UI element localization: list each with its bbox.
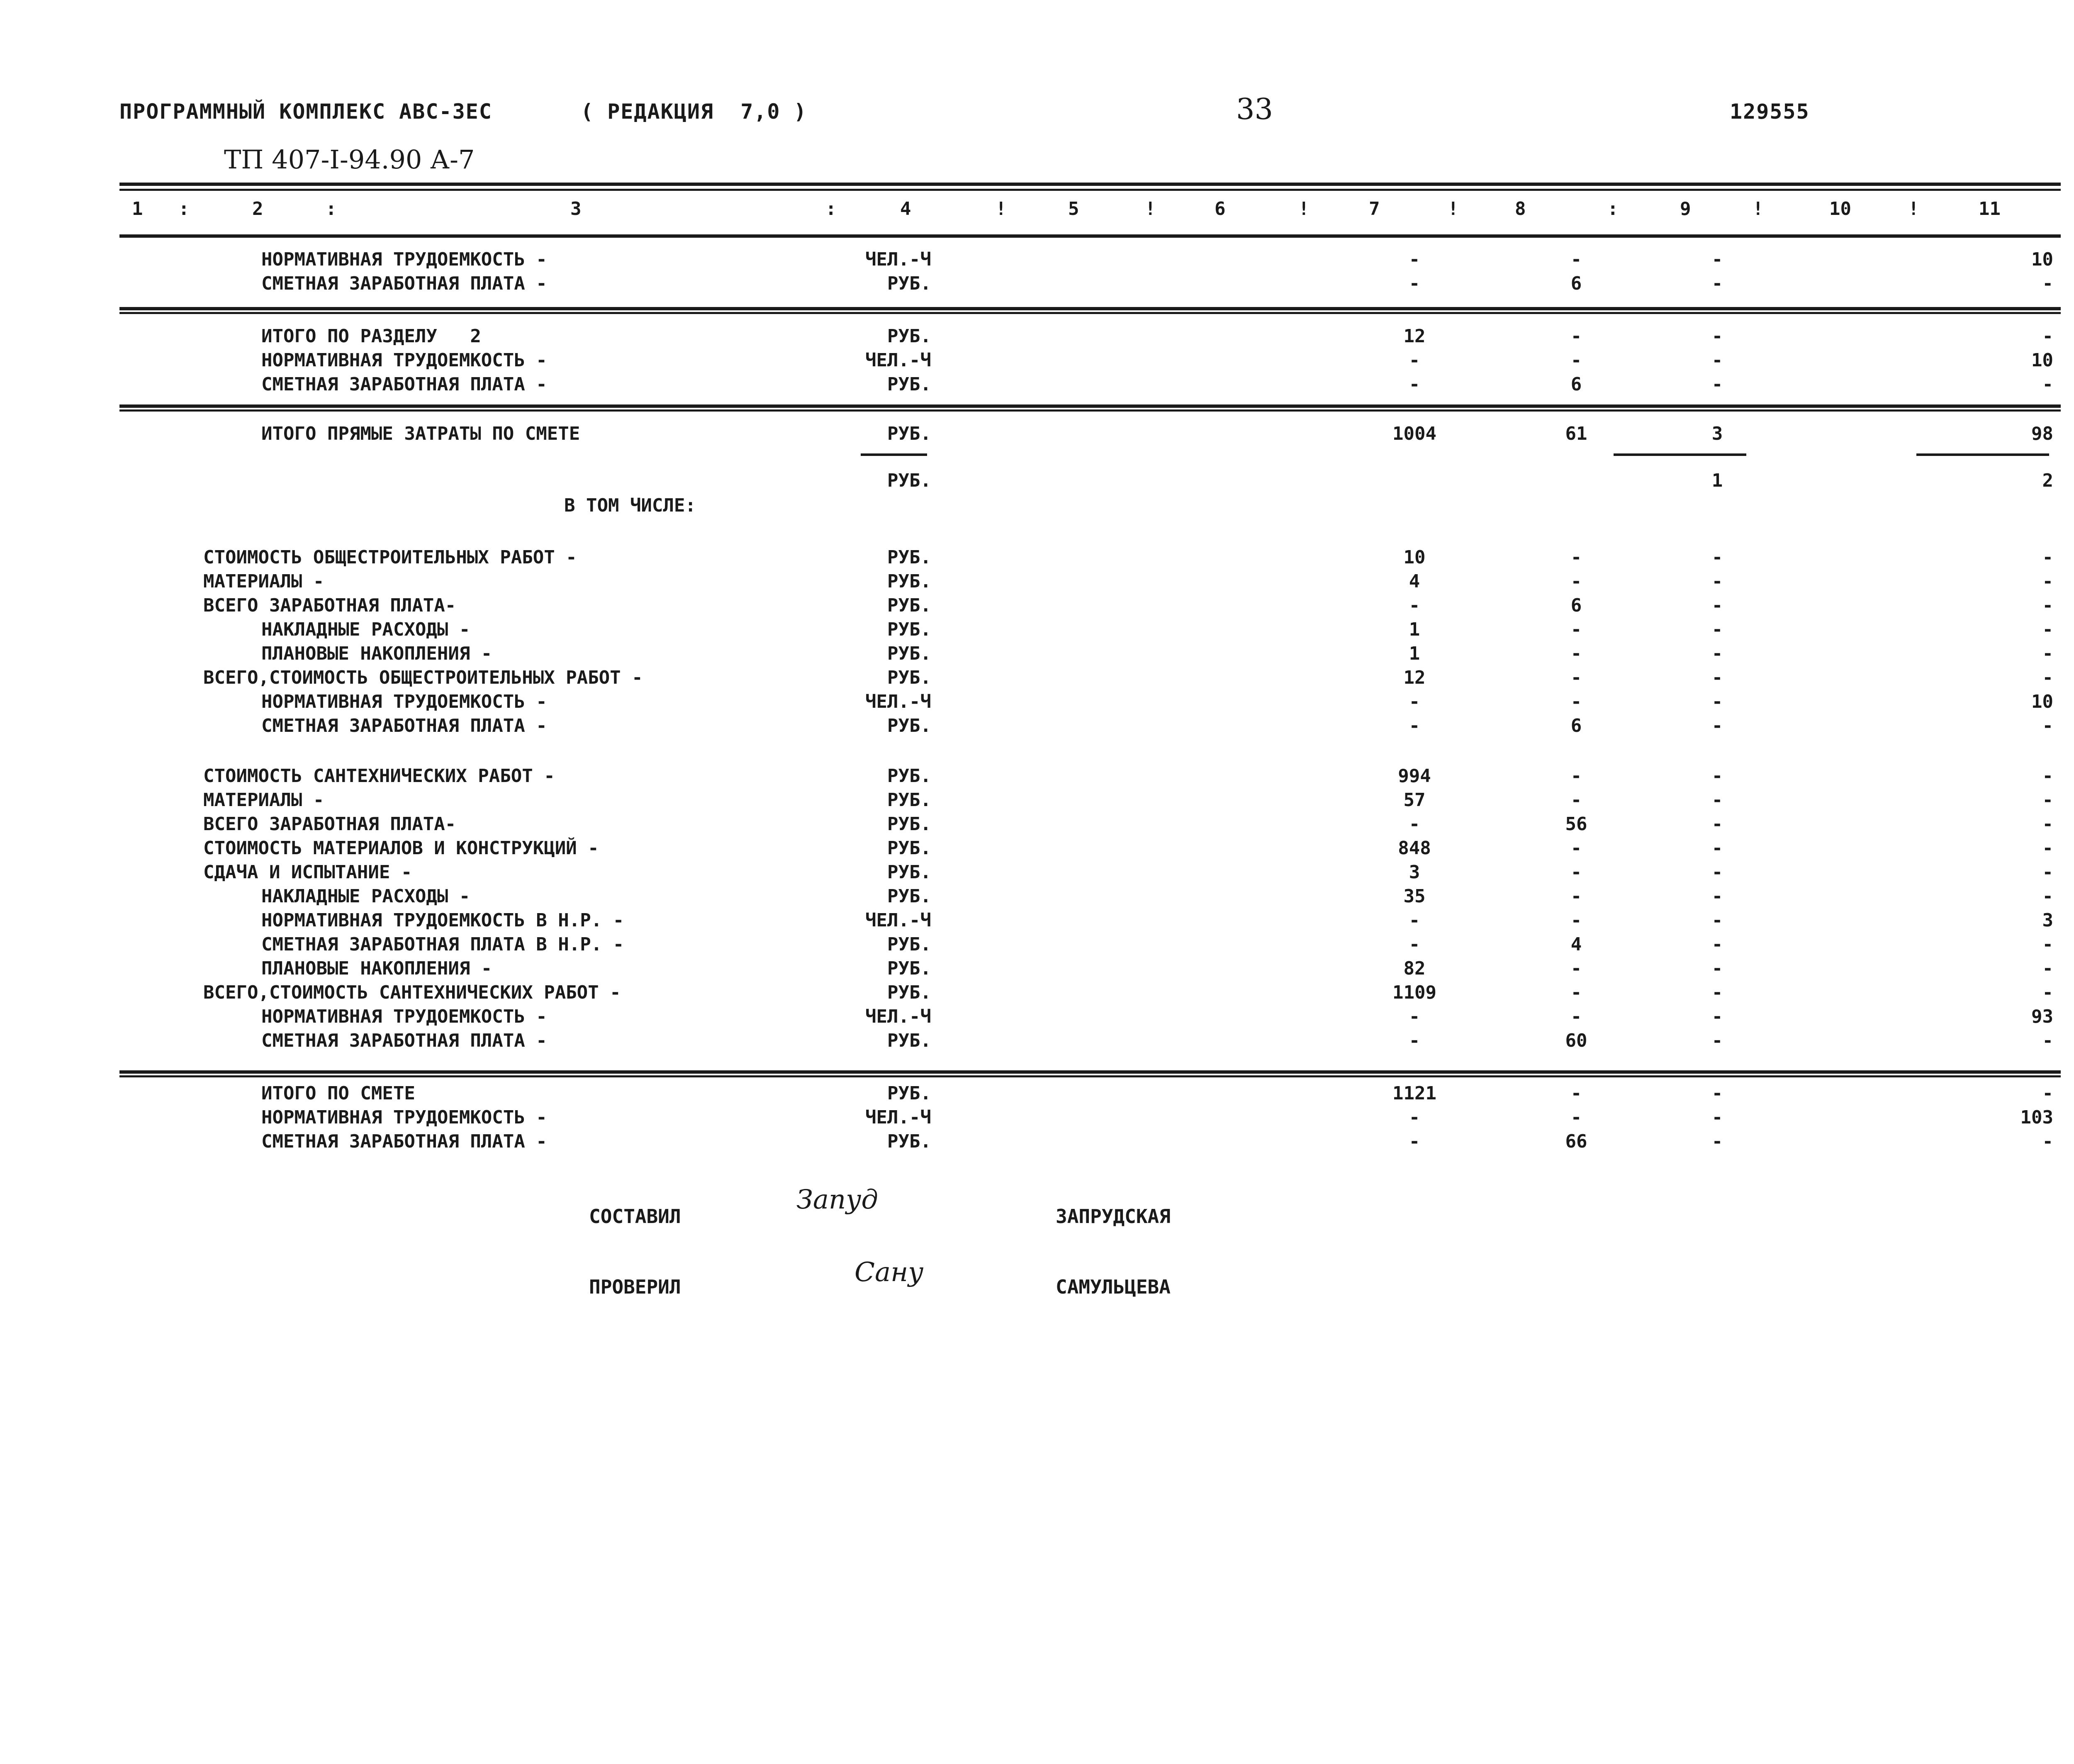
table-row: [0, 958, 2074, 983]
row-col-7: 35: [1403, 886, 1426, 907]
row-col-11: -: [2042, 547, 2053, 568]
row-col-11: -: [2042, 765, 2053, 787]
row-col-7: 12: [1403, 326, 1426, 347]
row-label: НОРМАТИВНАЯ ТРУДОЕМКОСТЬ -: [261, 350, 547, 371]
edition-label: ( РЕДАКЦИЯ 7,0 ): [581, 100, 807, 124]
row-col-8: -: [1570, 1107, 1582, 1128]
row-col-9: -: [1711, 934, 1723, 955]
table-row: [0, 619, 2074, 644]
row-unit: РУБ.: [887, 619, 931, 640]
table-row: [0, 982, 2074, 1007]
row-col-8: -: [1570, 1006, 1582, 1027]
row-unit: РУБ.: [887, 958, 931, 979]
row-label: НОРМАТИВНАЯ ТРУДОЕМКОСТЬ -: [261, 691, 547, 712]
row-unit: ЧЕЛ.-Ч: [865, 691, 931, 712]
row-col-11: 10: [2031, 691, 2053, 712]
row-col-11: 103: [2020, 1107, 2053, 1128]
row-col-7: -: [1409, 374, 1420, 395]
table-row: [0, 765, 2074, 790]
checked-signature: Сану: [854, 1257, 924, 1288]
row-col-9: 1: [1711, 470, 1723, 491]
unit-underline: [861, 453, 927, 456]
row-unit: ЧЕЛ.-Ч: [865, 1107, 931, 1128]
row-unit: РУБ.: [887, 470, 931, 491]
row-label: СМЕТНАЯ ЗАРАБОТНАЯ ПЛАТА -: [261, 1030, 547, 1051]
row-col-7: -: [1409, 595, 1420, 616]
row-col-11: -: [2042, 273, 2053, 294]
column-separator: !: [996, 198, 1007, 219]
row-label: СМЕТНАЯ ЗАРАБОТНАЯ ПЛАТА -: [261, 374, 547, 395]
row-col-7: 1: [1409, 619, 1420, 640]
row-col-8: -: [1570, 350, 1582, 371]
row-col-11: -: [2042, 667, 2053, 688]
row-col-8: -: [1570, 886, 1582, 907]
row-col-7: 1004: [1392, 423, 1436, 444]
row-col-8: -: [1570, 910, 1582, 931]
row-col-9: -: [1711, 838, 1723, 859]
column-number-1: 1: [132, 198, 143, 219]
project-code: ТП 407-I-94.90 А-7: [224, 144, 475, 175]
row-label: МАТЕРИАЛЫ -: [203, 571, 324, 592]
column-number-3: 3: [570, 198, 582, 219]
row-label: СТОИМОСТЬ ОБЩЕСТРОИТЕЛЬНЫХ РАБОТ -: [203, 547, 577, 568]
table-row: [0, 374, 2074, 399]
table-row: [0, 547, 2074, 572]
row-col-7: -: [1409, 910, 1420, 931]
column-separator: !: [1448, 198, 1459, 219]
row-unit: ЧЕЛ.-Ч: [865, 1006, 931, 1027]
column-number-4: 4: [900, 198, 911, 219]
row-col-7: -: [1409, 1131, 1420, 1152]
row-col-9: -: [1711, 814, 1723, 835]
row-col-7: 994: [1398, 765, 1431, 787]
row-unit: РУБ.: [887, 789, 931, 811]
row-col-7: -: [1409, 249, 1420, 270]
table-row: [0, 838, 2074, 863]
row-col-9: -: [1711, 619, 1723, 640]
row-label: СМЕТНАЯ ЗАРАБОТНАЯ ПЛАТА В Н.Р. -: [261, 934, 624, 955]
document-number: 129555: [1730, 100, 1810, 124]
row-unit: РУБ.: [887, 643, 931, 664]
row-col-7: -: [1409, 814, 1420, 835]
row-unit: РУБ.: [887, 982, 931, 1003]
row-col-8: 60: [1565, 1030, 1587, 1051]
row-unit: ЧЕЛ.-Ч: [865, 910, 931, 931]
row-col-7: -: [1409, 691, 1420, 712]
table-row: [0, 667, 2074, 692]
row-col-11: -: [2042, 571, 2053, 592]
row-col-11: -: [2042, 715, 2053, 736]
row-col-11: 3: [2042, 910, 2053, 931]
row-col-11: -: [2042, 862, 2053, 883]
row-col-9: -: [1711, 326, 1723, 347]
row-label: СМЕТНАЯ ЗАРАБОТНАЯ ПЛАТА -: [261, 1131, 547, 1152]
row-label: В ТОМ ЧИСЛЕ:: [564, 495, 696, 516]
row-col-11: -: [2042, 619, 2053, 640]
row-unit: РУБ.: [887, 326, 931, 347]
column-number-5: 5: [1068, 198, 1079, 219]
row-col-11: -: [2042, 934, 2053, 955]
table-row: [0, 1006, 2074, 1031]
column-number-2: 2: [252, 198, 263, 219]
row-col-8: 56: [1565, 814, 1587, 835]
row-col-8: -: [1570, 789, 1582, 811]
row-col-7: -: [1409, 1107, 1420, 1128]
row-col-7: 12: [1403, 667, 1426, 688]
checked-label: ПРОВЕРИЛ: [589, 1276, 681, 1298]
row-col-8: -: [1570, 643, 1582, 664]
row-col-8: -: [1570, 862, 1582, 883]
row-label: НАКЛАДНЫЕ РАСХОДЫ -: [261, 886, 470, 907]
table-row: [0, 350, 2074, 375]
row-col-7: -: [1409, 1030, 1420, 1051]
row-col-9: -: [1711, 350, 1723, 371]
column-separator: !: [1298, 198, 1310, 219]
column-separator: !: [1908, 198, 1919, 219]
row-label: СТОИМОСТЬ САНТЕХНИЧЕСКИХ РАБОТ -: [203, 765, 555, 787]
row-col-8: 61: [1565, 423, 1587, 444]
program-title: ПРОГРАММНЫЙ КОМПЛЕКС АВС-3ЕС: [119, 100, 492, 124]
row-unit: ЧЕЛ.-Ч: [865, 350, 931, 371]
row-col-9: -: [1711, 886, 1723, 907]
column-number-10: 10: [1829, 198, 1851, 219]
row-unit: РУБ.: [887, 423, 931, 444]
row-col-9: -: [1711, 982, 1723, 1003]
table-row: [0, 886, 2074, 911]
row-col-11: -: [2042, 326, 2053, 347]
table-row: [0, 423, 2074, 448]
row-col-7: -: [1409, 1006, 1420, 1027]
row-col-9: -: [1711, 765, 1723, 787]
row-col-11: -: [2042, 1131, 2053, 1152]
row-col-11: -: [2042, 643, 2053, 664]
row-unit: РУБ.: [887, 715, 931, 736]
row-col-7: 4: [1409, 571, 1420, 592]
row-col-11: -: [2042, 838, 2053, 859]
row-col-9: -: [1711, 1030, 1723, 1051]
row-col-9: -: [1711, 691, 1723, 712]
row-col-9: -: [1711, 715, 1723, 736]
row-label: ВСЕГО ЗАРАБОТНАЯ ПЛАТА-: [203, 814, 456, 835]
table-row: [0, 1107, 2074, 1132]
table-row: [0, 934, 2074, 959]
row-col-8: -: [1570, 1083, 1582, 1104]
row-col-9: -: [1711, 1131, 1723, 1152]
row-col-11: -: [2042, 1030, 2053, 1051]
row-unit: РУБ.: [887, 547, 931, 568]
column-separator: :: [1607, 198, 1619, 219]
row-col-9: -: [1711, 910, 1723, 931]
row-col-7: -: [1409, 715, 1420, 736]
row-col-7: 3: [1409, 862, 1420, 883]
row-unit: РУБ.: [887, 667, 931, 688]
section-rule: [119, 307, 2061, 310]
row-col-8: -: [1570, 326, 1582, 347]
row-col-8: 6: [1570, 374, 1582, 395]
row-label: СТОИМОСТЬ МАТЕРИАЛОВ И КОНСТРУКЦИЙ -: [203, 838, 599, 859]
row-label: СМЕТНАЯ ЗАРАБОТНАЯ ПЛАТА -: [261, 273, 547, 294]
row-unit: РУБ.: [887, 765, 931, 787]
row-col-8: 6: [1570, 595, 1582, 616]
row-unit: РУБ.: [887, 886, 931, 907]
row-label: ПЛАНОВЫЕ НАКОПЛЕНИЯ -: [261, 958, 492, 979]
row-col-9: -: [1711, 1083, 1723, 1104]
row-label: НОРМАТИВНАЯ ТРУДОЕМКОСТЬ -: [261, 1006, 547, 1027]
row-unit: ЧЕЛ.-Ч: [865, 249, 931, 270]
row-col-9: -: [1711, 958, 1723, 979]
row-label: МАТЕРИАЛЫ -: [203, 789, 324, 811]
row-col-8: 66: [1565, 1131, 1587, 1152]
row-col-11: -: [2042, 1083, 2053, 1104]
row-col-7: -: [1409, 934, 1420, 955]
row-col-11: -: [2042, 374, 2053, 395]
row-label: ИТОГО ПРЯМЫЕ ЗАТРАТЫ ПО СМЕТЕ: [261, 423, 580, 444]
composed-signature: Запуд: [796, 1184, 878, 1215]
row-label: ВСЕГО,СТОИМОСТЬ САНТЕХНИЧЕСКИХ РАБОТ -: [203, 982, 621, 1003]
row-col-11: -: [2042, 595, 2053, 616]
row-col-11: 2: [2042, 470, 2053, 491]
row-col-7: 1121: [1392, 1083, 1436, 1104]
table-row: [0, 595, 2074, 620]
section-rule: [119, 1070, 2061, 1074]
column-separator: :: [326, 198, 337, 219]
column-separator: :: [825, 198, 837, 219]
row-col-8: -: [1570, 958, 1582, 979]
row-unit: РУБ.: [887, 814, 931, 835]
column-number-9: 9: [1680, 198, 1691, 219]
table-row: [0, 715, 2074, 740]
row-col-7: -: [1409, 350, 1420, 371]
row-unit: РУБ.: [887, 595, 931, 616]
column-separator: :: [178, 198, 190, 219]
table-row: [0, 1030, 2074, 1055]
row-col-9: -: [1711, 789, 1723, 811]
row-col-8: 6: [1570, 273, 1582, 294]
row-col-9: -: [1711, 1006, 1723, 1027]
row-col-11: -: [2042, 886, 2053, 907]
row-col-8: 6: [1570, 715, 1582, 736]
row-col-7: -: [1409, 273, 1420, 294]
row-label: НОРМАТИВНАЯ ТРУДОЕМКОСТЬ -: [261, 1107, 547, 1128]
row-col-11: -: [2042, 982, 2053, 1003]
row-col-8: -: [1570, 691, 1582, 712]
row-label: ИТОГО ПО СМЕТЕ: [261, 1083, 415, 1104]
row-col-8: -: [1570, 838, 1582, 859]
column-header-rule: [119, 234, 2061, 238]
row-col-9: -: [1711, 547, 1723, 568]
section-rule: [119, 312, 2061, 314]
row-col-11: -: [2042, 814, 2053, 835]
column-11-underline: [1916, 453, 2049, 456]
row-col-9: -: [1711, 273, 1723, 294]
section-rule: [119, 1075, 2061, 1077]
table-row: [0, 571, 2074, 596]
row-label: ВСЕГО ЗАРАБОТНАЯ ПЛАТА-: [203, 595, 456, 616]
row-col-8: -: [1570, 571, 1582, 592]
header-rule-top: [119, 183, 2061, 186]
column-number-8: 8: [1515, 198, 1526, 219]
table-row: [0, 862, 2074, 887]
column-number-7: 7: [1369, 198, 1380, 219]
row-col-9: 3: [1711, 423, 1723, 444]
page-number: 33: [1236, 92, 1273, 126]
row-unit: РУБ.: [887, 571, 931, 592]
row-label: НАКЛАДНЫЕ РАСХОДЫ -: [261, 619, 470, 640]
row-unit: РУБ.: [887, 838, 931, 859]
table-row: [0, 326, 2074, 351]
checked-name: САМУЛЬЦЕВА: [1056, 1276, 1171, 1298]
composed-name: ЗАПРУДСКАЯ: [1056, 1205, 1171, 1228]
table-row: [0, 814, 2074, 838]
row-unit: РУБ.: [887, 1030, 931, 1051]
row-col-7: 10: [1403, 547, 1426, 568]
column-9-underline: [1614, 453, 1746, 456]
row-col-11: 98: [2031, 423, 2053, 444]
row-unit: РУБ.: [887, 1131, 931, 1152]
row-col-9: -: [1711, 595, 1723, 616]
row-label: ВСЕГО,СТОИМОСТЬ ОБЩЕСТРОИТЕЛЬНЫХ РАБОТ -: [203, 667, 643, 688]
row-col-11: -: [2042, 958, 2053, 979]
table-row: [0, 470, 2074, 495]
section-rule: [119, 404, 2061, 408]
column-separator: !: [1145, 198, 1156, 219]
row-col-11: 93: [2031, 1006, 2053, 1027]
row-col-9: -: [1711, 862, 1723, 883]
row-unit: РУБ.: [887, 862, 931, 883]
row-col-9: -: [1711, 249, 1723, 270]
row-unit: РУБ.: [887, 374, 931, 395]
row-col-7: 82: [1403, 958, 1426, 979]
row-label: НОРМАТИВНАЯ ТРУДОЕМКОСТЬ В Н.Р. -: [261, 910, 624, 931]
row-col-7: 1: [1409, 643, 1420, 664]
row-label: ИТОГО ПО РАЗДЕЛУ 2: [261, 326, 481, 347]
row-col-7: 57: [1403, 789, 1426, 811]
row-col-8: -: [1570, 982, 1582, 1003]
row-col-8: -: [1570, 765, 1582, 787]
section-rule: [119, 409, 2061, 412]
row-label: СДАЧА И ИСПЫТАНИЕ -: [203, 862, 412, 883]
table-row: [0, 495, 2074, 520]
row-col-9: -: [1711, 667, 1723, 688]
column-number-11: 11: [1979, 198, 2001, 219]
row-col-9: -: [1711, 571, 1723, 592]
table-row: [0, 273, 2074, 298]
table-row: [0, 1083, 2074, 1108]
row-col-8: -: [1570, 249, 1582, 270]
row-label: СМЕТНАЯ ЗАРАБОТНАЯ ПЛАТА -: [261, 715, 547, 736]
column-number-6: 6: [1215, 198, 1226, 219]
row-label: НОРМАТИВНАЯ ТРУДОЕМКОСТЬ -: [261, 249, 547, 270]
row-col-9: -: [1711, 643, 1723, 664]
table-row: [0, 691, 2074, 716]
row-col-9: -: [1711, 1107, 1723, 1128]
row-unit: РУБ.: [887, 934, 931, 955]
table-row: [0, 910, 2074, 935]
row-col-8: 4: [1570, 934, 1582, 955]
header-rule-second: [119, 189, 2061, 191]
row-col-11: -: [2042, 789, 2053, 811]
row-unit: РУБ.: [887, 1083, 931, 1104]
table-row: [0, 1131, 2074, 1156]
table-row: [0, 643, 2074, 668]
row-col-8: -: [1570, 619, 1582, 640]
row-col-7: 1109: [1392, 982, 1436, 1003]
row-col-7: 848: [1398, 838, 1431, 859]
composed-label: СОСТАВИЛ: [589, 1205, 681, 1228]
table-row: [0, 789, 2074, 814]
row-label: ПЛАНОВЫЕ НАКОПЛЕНИЯ -: [261, 643, 492, 664]
row-col-11: 10: [2031, 350, 2053, 371]
row-col-11: 10: [2031, 249, 2053, 270]
row-unit: РУБ.: [887, 273, 931, 294]
table-row: [0, 249, 2074, 274]
column-separator: !: [1753, 198, 1764, 219]
row-col-9: -: [1711, 374, 1723, 395]
row-col-8: -: [1570, 667, 1582, 688]
row-col-8: -: [1570, 547, 1582, 568]
